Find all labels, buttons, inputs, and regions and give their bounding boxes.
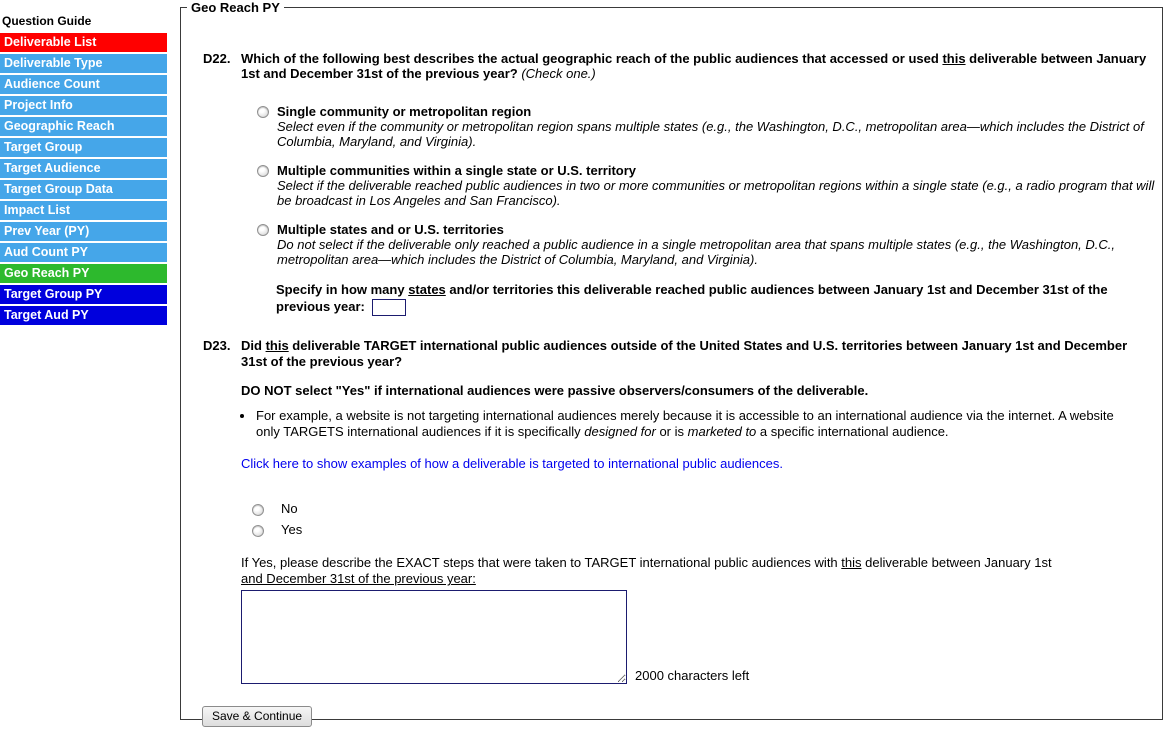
geo-reach-py-panel [180, 0, 1163, 723]
sidebar-item[interactable]: Audience Count [0, 75, 167, 94]
show-examples-link[interactable]: Click here to show examples of how a deliverable is targeted to international public audiences. [241, 456, 783, 472]
sidebar-item[interactable]: Target Audience [0, 159, 167, 178]
sidebar-item[interactable]: Target Group [0, 138, 167, 157]
d22-option-body [277, 222, 1155, 267]
d22-option-row [257, 104, 1162, 149]
d22-option-label: Multiple communities within a single state or U.S. territory [277, 162, 637, 178]
d22-option-row [257, 163, 1162, 208]
save-continue-button[interactable]: Save & Continue [202, 706, 312, 727]
question-guide-sidebar [0, 14, 167, 327]
panel-legend: Geo Reach PY [191, 0, 280, 15]
states-count-input[interactable] [372, 299, 406, 316]
d22-option-description: Select if the deliverable reached public audiences in two or more communities or metropolitan regions within a single state (e.g., a radio program that will be broadcast in Los Angeles and San Francisco). [277, 177, 1155, 209]
sidebar-item[interactable]: Prev Year (PY) [0, 222, 167, 241]
d23-followup-label: If Yes, please describe the EXACT steps that were taken to TARGET international public audiences with this deliverable between January 1st and December 31st of the previous year: [241, 555, 1052, 587]
radio-button-icon[interactable] [252, 525, 264, 537]
d23-bullet-list [241, 408, 1141, 439]
sidebar-item[interactable]: Deliverable Type [0, 54, 167, 73]
sidebar-item[interactable]: Target Group Data [0, 180, 167, 199]
question-d22-number: D22. [203, 51, 231, 66]
d23-warning-text: DO NOT select "Yes" if international audiences were passive observers/consumers of the deliverable. [241, 382, 869, 398]
d23-yes-no-row [252, 501, 1162, 516]
chars-left-counter: 2000 characters left [635, 667, 750, 683]
sidebar-item[interactable]: Geo Reach PY [0, 264, 167, 283]
sidebar-title: Question Guide [2, 14, 92, 28]
d23-yes-no-row [252, 522, 1162, 537]
d22-specify-label: Specify in how many states and/or territories this deliverable reached public audiences between January 1st and December 31st of the previous year: [276, 282, 1108, 315]
radio-button-icon[interactable] [257, 165, 269, 177]
d23-yes-no-label: No [281, 501, 298, 517]
sidebar-item[interactable]: Target Group PY [0, 285, 167, 304]
international-steps-textarea[interactable] [241, 590, 627, 684]
d23-textarea-row [241, 590, 1162, 684]
d22-option-label: Multiple states and or U.S. territories [277, 222, 504, 238]
d22-option-description: Do not select if the deliverable only reached a public audience in a single metropolitan area that spans multiple states (e.g., the Washington, D.C., metropolitan area—which includes the District of Columbia, Maryland, and Virginia). [277, 237, 1116, 268]
d23-yes-no-group [252, 501, 1162, 537]
d23-yes-no-label: Yes [281, 522, 303, 538]
sidebar-item[interactable]: Target Aud PY [0, 306, 167, 325]
sidebar-item[interactable]: Aud Count PY [0, 243, 167, 262]
radio-button-icon[interactable] [252, 504, 264, 516]
radio-button-icon[interactable] [257, 224, 269, 236]
d22-option-body [277, 104, 1155, 149]
sidebar-item[interactable]: Impact List [0, 201, 167, 220]
radio-button-icon[interactable] [257, 106, 269, 118]
question-d22 [203, 51, 1162, 82]
d22-option-body [277, 163, 1155, 208]
sidebar-item[interactable]: Deliverable List [0, 33, 167, 52]
sidebar-item[interactable]: Project Info [0, 96, 167, 115]
d22-option-group [257, 104, 1162, 268]
question-d23-number: D23. [203, 338, 231, 354]
question-d23-text: Did this deliverable TARGET international public audiences outside of the United States and U.S. territories between January 1st and December 31st of the previous year? [241, 338, 1128, 369]
question-d23 [203, 338, 1162, 369]
sidebar-nav [0, 33, 167, 325]
d22-option-label: Single community or metropolitan region [277, 103, 532, 119]
d22-specify-block [276, 282, 1158, 316]
d22-option-description: Select even if the community or metropolitan region spans multiple states (e.g., the Washington, D.C., metropolitan area—which includes the District of Columbia, Maryland, and Virginia). [277, 118, 1144, 149]
d23-bullet-item: • For example, a website is not targeting international audiences merely because it is accessible to an international audience via the internet. A website only TARGETS international audiences if it is specifically designed for or is marketed to a specific international audience. [255, 408, 1141, 439]
question-d22-text: Which of the following best describes the actual geographic reach of the public audiences that accessed or used this deliverable between January 1st and December 31st of the previous year? (Check one.) [241, 51, 1147, 82]
sidebar-item[interactable]: Geographic Reach [0, 117, 167, 136]
d22-option-row [257, 222, 1162, 267]
